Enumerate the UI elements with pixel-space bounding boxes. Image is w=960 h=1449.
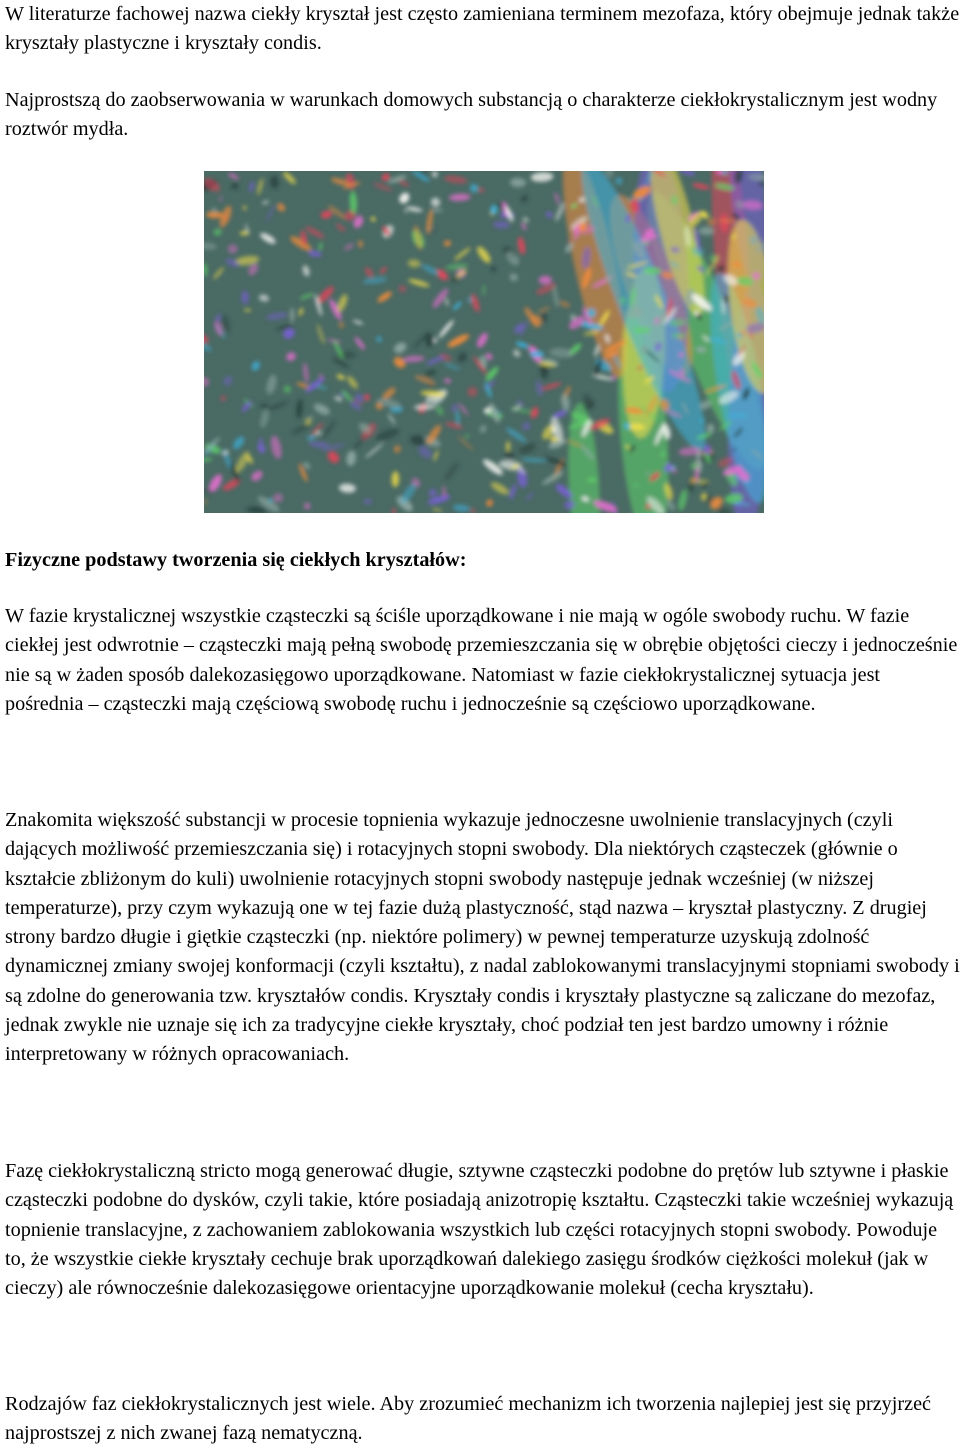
paragraph-melting: Znakomita większość substancji w procesie topnienia wykazuje jednoczesne uwolnienie translacyjnych (czyli dających możliwość przemieszczania się) i rotacyjnych stopni swobody. Dla niektórych cząsteczek (głównie o kształcie zbliżonym do kuli) uwolnienie rotacyjnych stopni swobody następuje jednak wcześniej (w niższej temperaturze), przy czym wykazują one w tej fazie dużą plastyczność, stąd nazwa – kryształ plastyczny. Z drugiej strony bardzo długie i giętkie cząsteczki (np. niektóre polimery) w pewnej temperaturze uzyskują zdolność dynamicznej zmiany swojej konformacji (czyli kształtu), z nadal zablokowanymi translacyjnymi stopniami swobody i są zdolne do generowania tzw. kryształów condis. Kryształy condis i kryształy plastyczne są zaliczane do mezofaz, jednak zwykle nie uznaje się ich za tradycyjne ciekłe kryształy, choć podział ten jest bardzo umowny i różnie interpretowany w różnych opracowaniach. [5,809,960,1066]
section-heading: Fizyczne podstawy tworzenia się ciekłych kryształów: [5,549,467,571]
paragraph-soap-solution: Najprostszą do zaobserwowania w warunkach domowych substancją o charakterze ciekłokrystalicznym jest wodny roztwór mydła. [5,89,938,141]
paragraph-mesophase-intro: W literaturze fachowej nazwa ciekły kryształ jest często zamieniana terminem mezofaza, który obejmuje jednak także kryształy plastyczne i kryształy condis. [5,3,960,55]
liquid-crystal-micrograph [204,171,764,513]
paragraph-phases: W fazie krystalicznej wszystkie cząsteczki są ściśle uporządkowane i nie mają w ogóle swobody ruchu. W fazie ciekłej jest odwrotnie – cząsteczki mają pełną swobodę przemieszczania się w obrębie objętości cieczy i jednocześnie nie są w żaden sposób dalekozasięgowo uporządkowane. Natomiast w fazie ciekłokrystalicznej sytuacja jest pośrednia – cząsteczki mają częściową swobodę ruchu i jednocześnie są częściowo uporządkowane. [5,605,958,715]
paragraph-nematic: Rodzajów faz ciekłokrystalicznych jest wiele. Aby zrozumieć mechanizm ich tworzenia najlepiej jest się przyjrzeć najprostszej z nich zwanej fazą nematyczną. [5,1393,931,1445]
paragraph-anisotropy: Fazę ciekłokrystaliczną stricto mogą generować długie, sztywne cząsteczki podobne do prętów lub sztywne i płaskie cząsteczki podobne do dysków, czyli takie, które posiadają anizotropię kształtu. Cząsteczki takie wcześniej wykazują topnienie translacyjne, z zachowaniem zablokowania wszystkich lub części rotacyjnych stopni swobody. Powoduje to, że wszystkie ciekłe kryształy cechuje brak uporządkowań dalekiego zasięgu środków ciężkości molekuł (jak w cieczy) ale równocześnie dalekozasięgowe orientacyjne uporządkowanie molekuł (cecha kryształu). [5,1160,954,1300]
